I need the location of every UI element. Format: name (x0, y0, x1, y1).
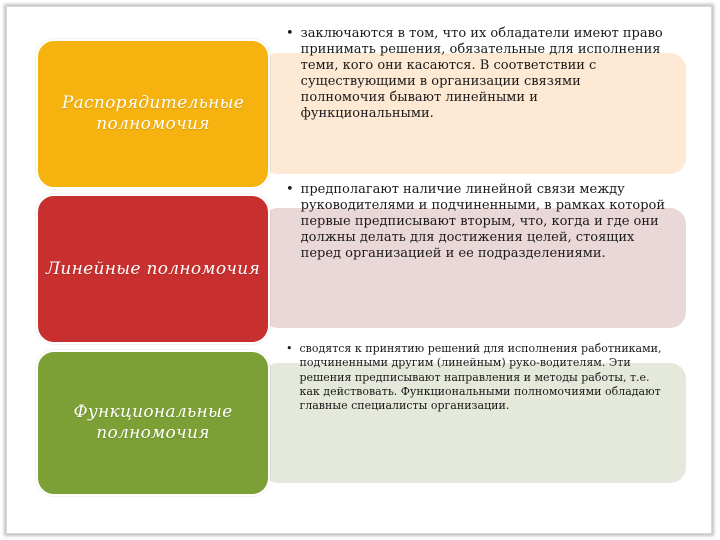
row-2-label-box (36, 194, 270, 344)
row-3-label-box (36, 350, 270, 496)
row-1-text: заключаются в том, что их обладатели имеют право принимать решения, обязательные для исполнения теми, кого они касаются. В соответствии с существующими в организации связями полномочия бывают линейными и функциональными. (300, 26, 663, 121)
row-1-title: Распорядительные полномочия (61, 93, 245, 134)
row-1-label-box (36, 39, 270, 189)
row-3-text: сводятся к принятию решений для исполнения работниками, подчиненными другим (линейным) руко-водителям. Эти решения предписывают направления и методы работы, т.е. как действовать. Функциональными полномочиями обладают главные специалисты организации. (299, 342, 662, 413)
row-3-title: Функциональные полномочия (73, 402, 233, 443)
row-2-text: предполагают наличие линейной связи между руководителями и подчиненными, в рамках которой первые предписывают вторым, что, когда и где они должны делать для достижения целей, стоящих перед организацией и ее подразделениями. (300, 182, 666, 261)
row-2-description (286, 182, 666, 262)
row-2-title: Линейные полномочия (45, 258, 261, 279)
row-3-bullet: • (286, 342, 293, 355)
row-3-description (286, 342, 666, 413)
row-1-description (286, 26, 666, 122)
row-2-bullet: • (286, 182, 294, 197)
row-1-bullet: • (286, 26, 294, 41)
